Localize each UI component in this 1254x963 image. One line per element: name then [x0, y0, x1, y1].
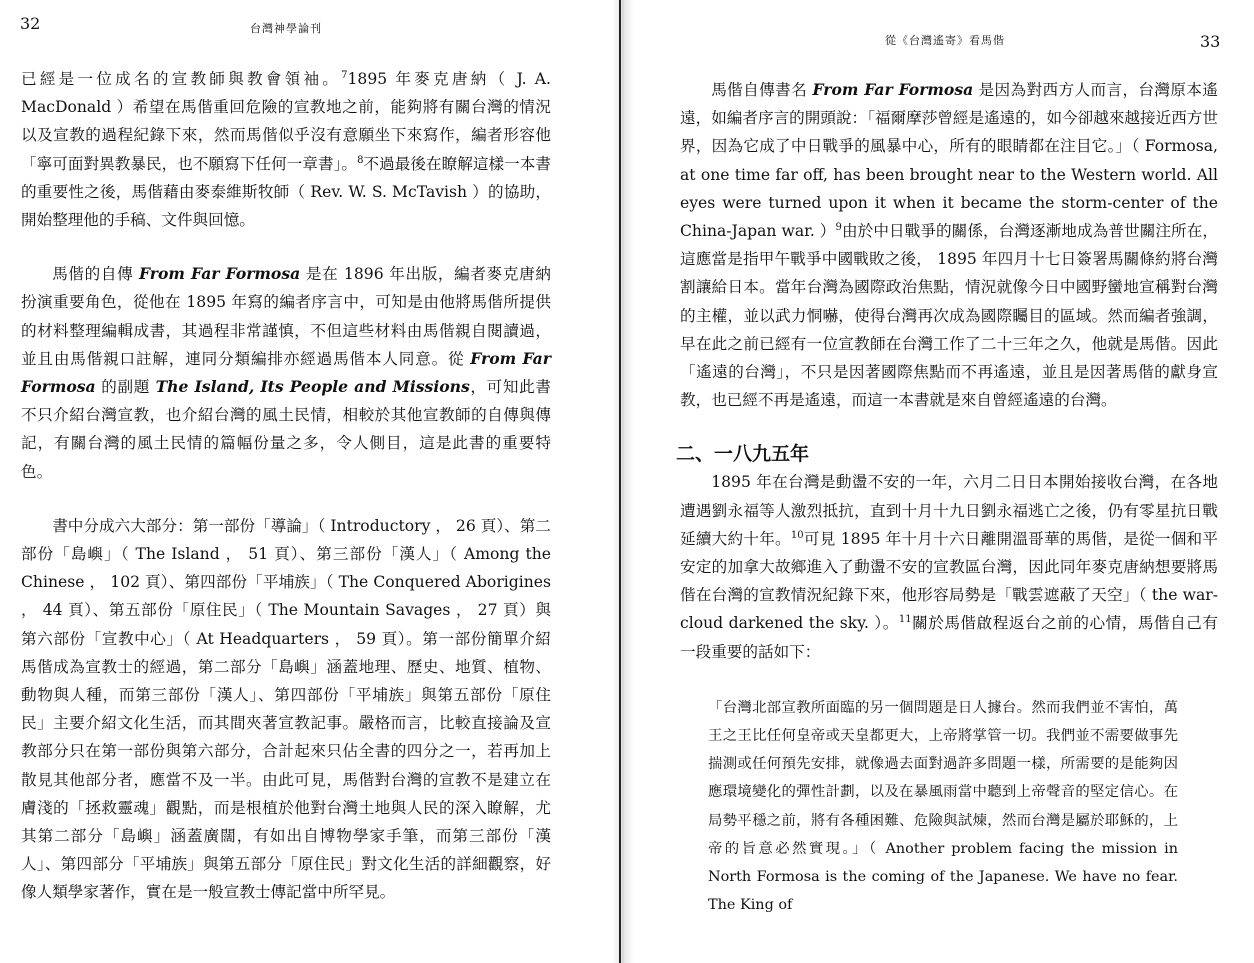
left-page [0, 0, 612, 963]
section-heading: 二、一八九五年 [676, 443, 810, 466]
left-page-body [21, 65, 551, 907]
book-title: From Far Formosa [139, 264, 301, 284]
footnote-ref-8[interactable]: 8 [357, 154, 364, 166]
right-running-head: 從《台灣遙寄》看馬偕 [885, 34, 1005, 47]
footnote-ref-9[interactable]: 9 [835, 221, 842, 233]
right-page-number: 33 [1200, 32, 1221, 51]
right-page-body [676, 76, 1218, 919]
left-running-head: 台灣神學論刊 [250, 22, 322, 35]
paragraph-4: 馬偕自傳書名 From Far Formosa 是因為對西方人而言，台灣原本遙遠，如編者序言的開頭說：「福爾摩莎曾經是遙遠的，如今卻越來越接近西方世界，因為它成了中日戰爭的風暴中心，所有的眼睛都在注目它。」（ Formosa, at one time far off, has been brought near to the Western world. All eyes were turned upon it when it became the storm-center of the China-Japan war. ）$^9$由於中日戰爭的關係，台灣逐漸地成為普世關注所在，這應當是指甲午戰爭中國戰敗之後， 1895 年四月十七日簽署馬關條約將台灣割讓給日本。當年台灣為國際政治焦點，情況就像今日中國野蠻地宣稱對台灣的主權，並以武力恫嚇，使得台灣再次成為國際矚目的區域。然而編者強調，早在此之前已經有一位宣教師在台灣工作了二十三年之久，他就是馬偕。因此「遙遠的台灣」，不只是因著國際焦點而不再遙遠，並且是因著馬偕的獻身宣教，也已經不再是遙遠，而這一本書就是來自曾經遙遠的台灣。 [680, 80, 1218, 410]
paragraph-2: 馬偕的自傳 From Far Formosa 是在 1896 年出版，編者麥克唐納扮演重要角色，從他在 1895 年寫的編者序言中，可知是由他將馬偕所提供的材料整理編輯成書，其過程非常謹慎，不但這些材料由馬偕親自閱讀過，並且由馬偕親口註解，連同分類編排亦經過馬偕本人同意。從 From Far Formosa 的副題 The Island, Its People and Missions，可知此書不只介紹台灣宣教，也介紹台灣的風土民情，相較於其他宣教師的自傳與傳記，有關台灣的風土民情的篇幅份量之多，令人側目，這是此書的重要特色。 [21, 264, 551, 481]
right-page [630, 0, 1254, 963]
book-subtitle: The Island, Its People and Missions [155, 377, 470, 397]
block-quote: 「台灣北部宣教所面臨的另一個問題是日人據台。然而我們並不害怕，萬王之王比任何皇帝或天皇都更大，上帝將掌管一切。我們並不需要做事先揣測或任何預先安排，就像過去面對過許多問題一樣，所需要的是能夠因應環境變化的彈性計劃，以及在暴風雨當中聽到上帝聲音的堅定信心。在局勢平穩之前，將有各種困難、危險與試煉，然而台灣是屬於耶穌的，上帝的旨意必然實現。」（ Another problem facing the mission in North Formosa is the coming of the Japanese. We have no fear. The King of [708, 699, 1178, 914]
footnote-ref-10[interactable]: 10 [790, 529, 804, 541]
paragraph-1: 已經是一位成名的宣教師與教會領袖。$^7$1895 年麥克唐納（ J. A. MacDonald ）希望在馬偕重回危險的宣教地之前，能夠將有關台灣的情況以及宣教的過程紀錄下來，然而馬偕似乎沒有意願坐下來寫作，編者形容他「寧可面對異教暴民，也不願寫下任何一章書」。$^8$不過最後在瞭解這樣一本書的重要性之後，馬偕藉由麥泰維斯牧師（ Rev. W. S. McTavish ）的協助，開始整理他的手稿、文件與回憶。 [21, 69, 551, 230]
paragraph-5: 1895 年在台灣是動盪不安的一年，六月二日日本開始接收台灣，在各地遭遇劉永福等人激烈抵抗，直到十月十九日劉永福逃亡之後，仍有零星抗日戰延續大約十年。$^{10}$可見 1895 年十月十六日離開溫哥華的馬偕，是從一個和平安定的加拿大故鄉進入了動盪不安的宣教區台灣，因此同年麥克唐納想要將馬偕在台灣的宣教情況紀錄下來，他形容局勢是「戰雲遮蔽了天空」（ the war-cloud darkened the sky. ）。$^{11}$關於馬偕啟程返台之前的心情，馬偕自己有一段重要的話如下： [680, 473, 1218, 661]
book-gutter-line [619, 0, 621, 963]
paragraph-3: 書中分成六大部分：第一部份「導論」（ Introductory ， 26 頁）、第二部份「島嶼」（ The Island ， 51 頁）、第三部份「漢人」（ Among the Chinese ， 102 頁）、第四部份「平埔族」（ The Conquered Aborigines ， 44 頁）、第五部份「原住民」（ The Mountain Savages ， 27 頁）與第六部份「宣教中心」（ At Headquarters ， 59 頁）。第一部份簡單介紹馬偕成為宣教士的經過，第二部分「島嶼」涵蓋地理、歷史、地質、植物、動物與人種，而第三部份「漢人」、第四部份「平埔族」與第五部份「原住民」主要介紹文化生活，而其間夾著宣教記事。嚴格而言，比較直接論及宣教部分只在第一部份與第六部分，合計起來只佔全書的四分之一，若再加上散見其他部分者，應當不及一半。由此可見，馬偕對台灣的宣教不是建立在膚淺的「拯救靈魂」觀點，而是根植於他對台灣土地與人民的深入瞭解，尤其第二部分「島嶼」涵蓋廣闊，有如出自博物學家手筆，而第三部份「漢人」、第四部分「平埔族」與第五部分「原住民」對文化生活的詳細觀察，好像人類學家著作，實在是一般宣教士傳記當中所罕見。 [21, 516, 551, 902]
footnote-ref-7[interactable]: 7 [341, 69, 348, 81]
left-page-number: 32 [20, 14, 41, 33]
book-title: From Far Formosa [812, 80, 974, 99]
footnote-ref-11[interactable]: 11 [898, 614, 912, 626]
book-title: From Far Formosa [21, 348, 551, 397]
